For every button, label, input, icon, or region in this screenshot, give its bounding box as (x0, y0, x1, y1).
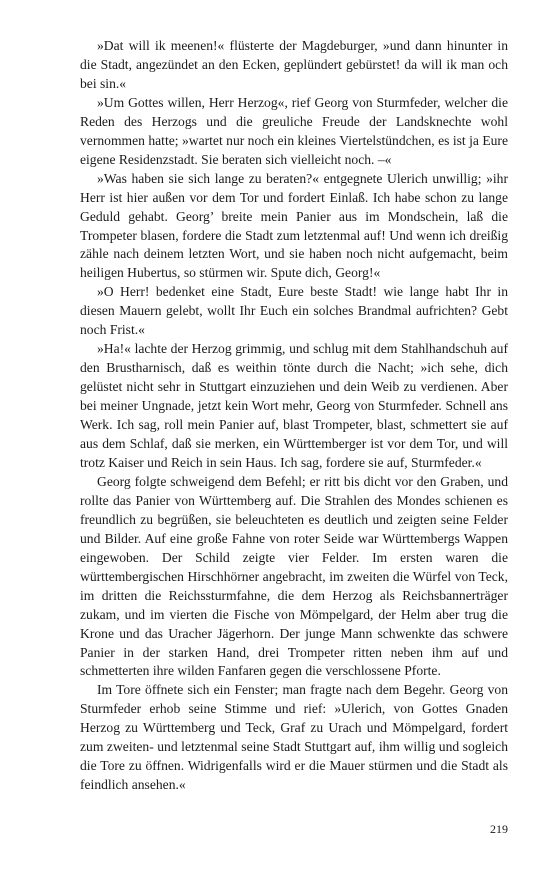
body-text (80, 37, 508, 795)
paragraph: »Um Gottes willen, Herr Herzog«, rief Georg von Sturmfeder, welcher die Reden des Herzogs und die greuliche Freude der Landsknechte wohl vernommen hatte; »wartet nur noch ein kleines Viertelstündchen, es ist ja Eure eigene Residenzstadt. Sie beraten sich vielleicht noch. –« (80, 94, 508, 167)
paragraph: Im Tore öffnete sich ein Fenster; man fragte nach dem Begehr. Georg von Sturmfeder erhob seine Stimme und rief: »Ulerich, von Gottes Gnaden Herzog zu Württemberg und Teck, Graf zu Urach und Mömpelgard, fordert zum zweiten- und letztenmal seine Stadt Stuttgart auf, ihm willig und sogleich die Tore zu öffnen. Widrigenfalls wird er die Mauer stürmen und die Stadt als feindlich ansehen.« (80, 682, 508, 793)
page-number: 219 (490, 822, 508, 836)
paragraph: »O Herr! bedenket eine Stadt, Eure beste Stadt! wie lange habt Ihr in diesen Mauern gelebt, wollt Ihr Euch ein solches Brandmal aufrichten? Gebt noch Frist.« (80, 284, 508, 338)
paragraph: »Dat will ik meenen!« flüsterte der Magdeburger, »und dann hinunter in die Stadt, angezündet an den Ecken, geplündert gebürstet! da will ik man och bei sin.« (80, 38, 508, 91)
paragraph: »Ha!« lachte der Herzog grimmig, und schlug mit dem Stahlhandschuh auf den Brustharnisch, daß es weithin tönte durch die Nacht; »ich sehe, dich gelüstet nicht sehr in Stuttgart einzuziehen und dein Weib zu verdienen. Aber bei meiner Ungnade, jetzt kein Wort mehr, Georg von Sturmfeder. Schnell ans Werk. Ich sag, roll mein Panier auf, blast Trompeter, blast, schmettert sie auf aus dem Schlaf, daß sie merken, ein Württemberger ist vor dem Tor, und will trotz Kaiser und Reich in sein Haus. Ich sag, fordere sie auf, Sturmfeder.« (80, 341, 508, 470)
paragraph: Georg folgte schweigend dem Befehl; er ritt bis dicht vor den Graben, und rollte das Panier von Württemberg auf. Die Strahlen des Mondes schienen es freundlich zu begrüßen, sie beleuchteten es deutlich und zeigten seine Felder und Bilder. Auf eine große Fahne von roter Seide war Württembergs Wappen eingewoben. Der Schild zeigte vier Felder. Im ersten waren die württembergischen Hirschhörner angebracht, im zweiten die Würfel von Teck, im dritten die Reichssturmfahne, die dem Herzog als Reichsbannerträger zukam, und im vierten die Fische von Mömpelgard, der Helm aber trug die Krone und das Uracher Jägerhorn. Der junge Mann schwenkte das schwere Panier in der starken Hand, drei Trompeter ritten neben ihm auf und schmetterten ihre wilden Fanfaren gegen die verschlossene Pforte. (80, 473, 508, 679)
paragraph: »Was haben sie sich lange zu beraten?« entgegnete Ulerich unwillig; »ihr Herr ist hier außen vor dem Tor und fordert Einlaß. Ich habe schon zu lange Geduld gehabt. Georg’ breite mein Panier aus im Mondschein, laß die Trompeter blasen, fordere die Stadt zum letztenmal auf! Und wenn ich dreißig zähle nach deinem letzten Wort, und sie haben noch nicht aufgemacht, beim heiligen Hubertus, so stürmen wir. Spute dich, Georg!« (80, 170, 508, 281)
